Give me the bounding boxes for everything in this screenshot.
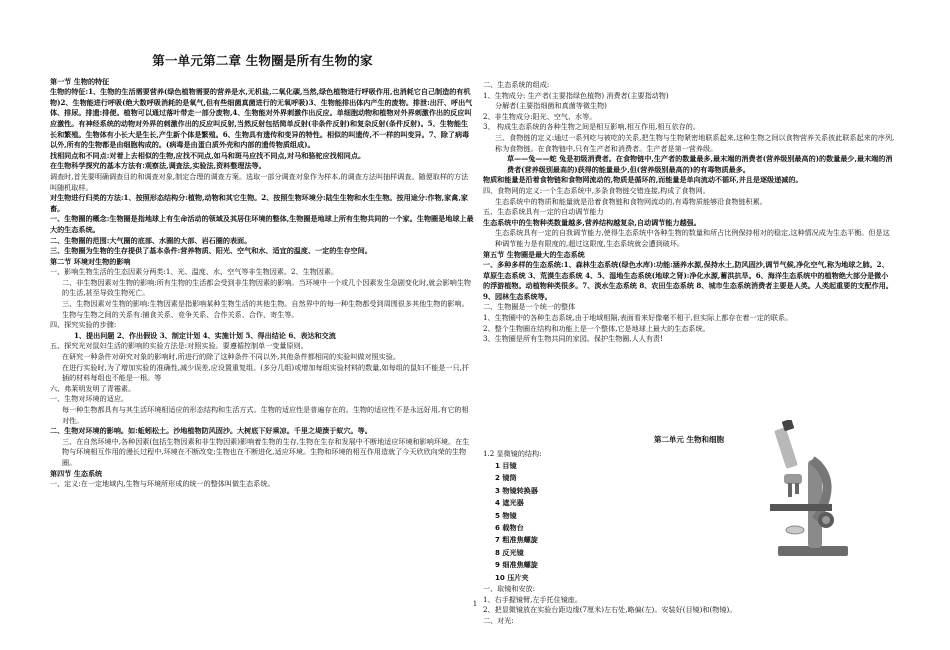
- left-line: 在进行实验时,为了增加实验的准确性,减少误差,应设置重复组。(多分几组)或增加每组实验材料的数量,如每组的鼠妇不能是一只,扦插的材料每组也不能是一根。等: [62, 362, 469, 383]
- right-line: 三、食物链的定义:通过一系列吃与被吃的关系,把生物与生物紧密地联系起来,这种生物之间以食物营养关系彼此联系起来的序列,称为食物链。在食物链中,只有生产者和消费者。生产者是第一营养级。: [495, 132, 895, 153]
- left-line: 在研究一种条件对研究对象的影响时,所进行的除了这种条件不同以外,其他条件都相同的实验叫做对照实验。: [62, 352, 400, 362]
- microscope-part-item: 3 物镜转换器: [495, 485, 538, 495]
- left-line: 二、非生物因素对生物的影响:所有生物的生活都会受到非生物因素的影响。当环境中一个或几个因素发生急剧变化时,就会影响生物的生活,甚至导致生物死亡。: [62, 277, 471, 298]
- left-line: 四、探究实验的步骤:: [50, 320, 117, 330]
- usage-line: 一、取镜和安放:: [483, 584, 536, 594]
- right-line: 第五节 生物圈是最大的生态系统: [483, 249, 585, 259]
- right-line: 3、生物圈是所有生物共同的家园。保护生物圈,人人有责!: [483, 334, 663, 344]
- left-line: 生物的特征:1、生物的生活需要营养(绿色植物需要的营养是水,无机盐,二氧化碳,当然,绿色植物进行呼吸作用,也消耗它自己制造的有机物)2、生物能进行呼吸(绝大数呼吸消耗的是氧气,但有些细菌真菌进行的无氧呼吸)3、生物能排出体内产生的废物。排泄:出汗、呼出气体、排尿。排遗:排便。植物可以通过落叶带走一部分废物,4、生物能对外界刺激作出反应。单细胞动物和植物对外界刺激作出的反应叫应激性。有神经系统的动物对外界的刺激作出的反应叫反射,当然反射包括简单反射(非条件反射)和复杂反射(条件反射)。5、生物能生长和繁殖。生物体有小长大是生长,产生新个体是繁殖。6、生物具有遗传和变异的特性。相似的叫遗传,不一样的叫变异。7、除了病毒以外,所有的生物都是由细胞构成的。(病毒是由蛋白质外壳和内部的遗传物质组成)。: [50, 87, 473, 150]
- left-line: 一、生物圈的概念:生物圈是指地球上有生命活动的领域及其居住环境的整体,生物圈是地球上所有生物共同的一个家。生物圈是地球上最大的生态系统。: [50, 214, 474, 234]
- left-column: [50, 0, 475, 490]
- left-line: 第二节 环境对生物的影响: [50, 256, 131, 266]
- right-line: 生态系统具有一定的自我调节能力,使得生态系统中各种生物的数量和所占比例保持相对的稳定,这种情况成为生态平衡。但是这种调节能力是有限度的,超过这限度,生态系统就会遭到破坏。: [495, 228, 890, 248]
- microscope-part-item: 9 细准焦螺旋: [495, 560, 538, 570]
- left-line: 二、生物圈的范围:大气圈的底部、水圈的大部、岩石圈的表面。: [50, 235, 252, 245]
- left-line: 1、提出问题 2、作出假设 3、制定计划 4、实施计划 5、得出结论 6、表达和交流: [74, 330, 336, 340]
- section-title-unit2: 第二单元 生物和细胞: [653, 434, 725, 444]
- microscope-illustration: [750, 420, 870, 560]
- left-line: 三、生物因素对生物的影响:生物因素是指影响某种生物生活的其他生物。自然界中的每一种生物都受到周围很多其他生物的影响。生物与生物之间的关系有:捕食关系、竞争关系、合作关系、合作、寄生等。: [62, 299, 469, 319]
- left-line: 每一种生物都具有与其生活环境相适应的形态结构和生活方式。生物的适应性是普遍存在的。生物的适应性不是永远好用,有它的相对性。: [62, 405, 469, 425]
- right-line: 分解者(主要指细菌和真菌等微生物): [495, 101, 607, 111]
- usage-line: 1、右手握镜臂,左手托住镜座。: [483, 594, 582, 604]
- microscope-part-item: 2 镜筒: [495, 473, 517, 483]
- left-line: 三、生物圈为生物的生存提供了基本条件:营养物质、阳光、空气和水、适宜的温度、一定的生存空间。: [50, 246, 372, 256]
- left-line: 三、在自然环境中,各种因素(包括生物因素和非生物因素)影响着生物的生存,生物在生存和发展中不断地适应环境和影响环境。在生物与环境相互作用的漫长过程中,环境在不断改变;生物也在不断进化,适应环境。生物和环境的相互作用造就了今天欣欣向荣的生物圈。: [62, 436, 470, 467]
- page-number: 1: [472, 600, 478, 608]
- left-line: 六、弗莱明发明了青霉素。: [50, 383, 136, 393]
- right-line: 生态系统中的生物种类数量越多,营养结构越复杂,自动调节能力越强。: [483, 217, 701, 227]
- left-line: 对生物进行归类的方法:1、按照形态结构分:植物,动物和其它生物。2、按照生物环境分:陆生生物和水生生物。按用途分:作物,家禽,家畜。: [50, 193, 468, 213]
- microscope-part-item: 8 反光镜: [495, 547, 524, 557]
- right-line: 3、 构成生态系统的各种生物之间是相互影响,相互作用,相互依存的。: [483, 122, 700, 132]
- right-line: 一、多种多样的生态系统:1、森林生态系统(绿色水库):功能:涵养水源,保持水土,防风固沙,调节气候,净化空气,称为地球之肺。2、草原生态系统 3、荒漠生态系统 4、5、湿地生态系统(地球之肾):净化水源,蓄洪抗旱。6、海洋生态系统中的植物绝大部分是微小的浮游植物。动植物种类很多。7、淡水生态系统 8、农田生态系统 8、城市生态系统消费者主要是人类。人类起重要的支配作用。9、园林生态系统等。: [483, 260, 893, 301]
- microscope-part-item: 10 压片夹: [495, 572, 529, 582]
- left-line: 一、定义:在一定地域内,生物与环境所形成的统一的整体叫做生态系统。: [50, 479, 275, 489]
- right-line: 五、生态系统具有一定的自动调节能力: [483, 207, 604, 217]
- right-line: 物质和能量是沿着食物链和食物网流动的,物质是循环的,而能量是单向流动不循环,并且是逐级递减的。: [483, 175, 803, 185]
- page-title: 第一单元第二章 生物圈是所有生物的家: [152, 53, 373, 68]
- right-line: 1、生物圈中的各种生态系统,由于地域相隔,表面看来好像毫不相干,但实际上都存在着一定的联系。: [483, 313, 793, 323]
- right-line: 2、非生物成分:阳光、空气、水等。: [483, 111, 597, 121]
- right-line: 二、生态系统的组成:: [483, 80, 550, 89]
- left-line: 一、生物对环境的适应。: [50, 394, 129, 404]
- microscope-part-item: 7 粗准焦螺旋: [495, 535, 538, 545]
- right-line: 1、生物成分: 生产者(主要指绿色植物) 消费者(主要指动物): [483, 90, 669, 100]
- left-body: [50, 77, 475, 490]
- left-line: 一、影响生物生活的生态因素分两类:1、光、温度、水、空气等非生物因素。2、生物因素。: [50, 267, 339, 277]
- usage-line: 二、对光:: [483, 615, 514, 625]
- right-line: 二、生物圈是一个统一的整体: [483, 302, 576, 312]
- microscope-part-item: 4 遮光器: [495, 498, 524, 508]
- microscope-part-item: 6 载物台: [495, 523, 524, 533]
- right-line: 草——兔——蛇 兔是初级消费者。在食物链中,生产者的数量最多,最末端的消费者(营养级别最高的)的数量最少,最末端的消费者(营养级别最高的)获得的能量最少,但(营养级别最高的)的有毒物质最多。: [507, 154, 893, 174]
- microscope-part-item: 5 物镜: [495, 510, 517, 520]
- microscope-heading: 1.2 显微镜的结构:: [483, 449, 542, 459]
- right-line: 生态系统中的物质和能量就是沿着食物链和食物网流动的,有毒物质能够沿食物链积累。: [495, 196, 767, 206]
- microscope-part-item: 1 目镜: [495, 461, 517, 471]
- usage-line: 2、把显微镜放在实验台距边缘(7厘米)左右处,略偏(左)。安装好(目镜)和(物镜)。: [483, 605, 737, 615]
- left-line: 第一节 生物的特征: [50, 76, 110, 86]
- right-line: 四、食物网的定义:一个生态系统中,多条食物链交错连接,构成了食物网。: [483, 185, 710, 195]
- left-line: 二、生物对环境的影响。如:蚯蚓松土。沙地植物防风固沙。大树底下好乘凉。千里之堤溃于蚁穴。等。: [50, 426, 372, 436]
- left-line: 五、探究光对鼠妇生活的影响的实验方法是:对照实验。要遵循控制单一变量原则。: [50, 341, 308, 351]
- left-line: 调查时,首先要明确调查目的和调查对象,制定合理的调查方案。选取一部分调查对象作为样本,的调查方法叫抽样调查。随便取样的方法叫随机取样。: [50, 171, 469, 192]
- left-line: 第四节 生态系统: [50, 468, 103, 478]
- right-body: [483, 80, 895, 345]
- right-line: 2、整个生物圈在结构和功能上是一个整体,它是地球上最大的生态系统。: [483, 323, 710, 333]
- left-line: 找相同点和不同点:对着上去相似的生物,应找不同点,如马和斑马应找不同点,对马和骆驼应找相同点。: [50, 150, 366, 160]
- left-line: 在生物科学探究的基本方法有:观察法,调查法,实验法,资料整理法等。: [50, 161, 266, 171]
